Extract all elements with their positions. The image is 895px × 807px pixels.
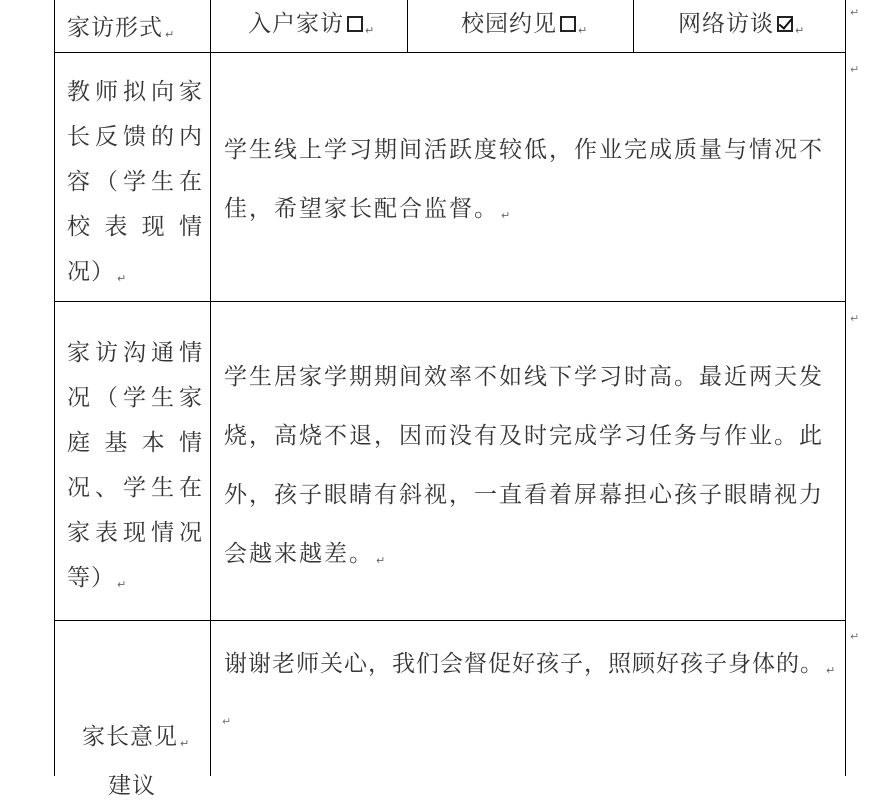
label-line [82, 716, 189, 765]
communication-content [224, 348, 836, 584]
label-line: 建议 [108, 773, 156, 799]
row-divider-3 [54, 620, 846, 621]
label-line-text: 况） [67, 259, 115, 285]
content-line: 学生线上学习期间活跃度较低，作业完成质量与情况不 [224, 137, 824, 163]
table-divider-option-3 [633, 0, 634, 52]
teacher-feedback-content [224, 121, 836, 239]
label-line: 家表现情况 [67, 520, 203, 546]
paragraph-mark: ↵ [795, 24, 805, 37]
parent-opinion-content [224, 635, 849, 694]
parent-opinion-label [82, 716, 189, 807]
campus-meeting-checkbox[interactable] [560, 16, 576, 32]
label-line: 庭基本情 [67, 430, 203, 456]
label-line-text: 等） [67, 565, 115, 591]
option-home-visit-label: 入户家访 [248, 11, 344, 37]
paragraph-mark: ↵ [826, 664, 836, 677]
paragraph-mark: ↵ [578, 24, 588, 37]
communication-label [67, 331, 203, 601]
table-divider-label [210, 0, 211, 776]
option-online-interview[interactable] [678, 9, 804, 46]
content-line-text: 谢谢老师关心，我们会督促好孩子，照顾好孩子身体的。 [224, 651, 824, 677]
visit-form-label [67, 13, 174, 50]
label-line-last [67, 250, 203, 295]
row-end-mark: ↵ [850, 6, 860, 19]
row-end-mark: ↵ [850, 63, 860, 76]
teacher-feedback-label [67, 70, 203, 295]
label-line-last [67, 556, 203, 601]
row-end-mark: ↵ [850, 630, 860, 643]
table-border-left [54, 0, 55, 776]
label-line-text: 家长意见 [82, 724, 178, 750]
option-home-visit[interactable] [248, 9, 374, 46]
home-visit-checkbox[interactable] [347, 16, 363, 32]
paragraph-mark: ↵ [117, 272, 127, 285]
row-end-mark: ↵ [850, 312, 860, 325]
empty-paragraph-mark: ↵ [222, 715, 232, 728]
table-divider-option-2 [407, 0, 408, 52]
content-line: 烧，高烧不退，因而没有及时完成学习任务与作业。此 [224, 423, 824, 449]
paragraph-mark: ↵ [117, 578, 127, 591]
label-line: 校表现情 [67, 214, 203, 240]
paragraph-mark: ↵ [365, 24, 375, 37]
content-line-text: 佳，希望家长配合监督。 [224, 196, 499, 222]
content-line: 外，孩子眼睛有斜视，一直看着屏幕担心孩子眼睛视力 [224, 482, 824, 508]
option-online-interview-label: 网络访谈 [678, 11, 774, 37]
option-campus-meeting-label: 校园约见 [461, 11, 557, 37]
paragraph-mark: ↵ [376, 554, 386, 567]
label-line: 容（学生在 [67, 169, 203, 195]
row-divider-2 [54, 301, 846, 302]
content-line-last [224, 525, 836, 584]
content-line: 学生居家学期期间效率不如线下学习时高。最近两天发 [224, 364, 824, 390]
paragraph-mark: ↵ [501, 209, 511, 222]
label-line: 长反馈的内 [67, 124, 203, 150]
content-line [224, 635, 849, 694]
paragraph-mark: ↵ [180, 737, 190, 750]
row-divider-1 [54, 52, 846, 53]
visit-form-label-text: 家访形式 [67, 15, 163, 41]
option-campus-meeting[interactable] [461, 9, 587, 46]
label-line: 家访沟通情 [67, 340, 203, 366]
paragraph-mark: ↵ [165, 28, 175, 41]
label-line: 况（学生家 [67, 385, 203, 411]
content-line-text: 会越来越差。 [224, 541, 374, 567]
content-line-last [224, 180, 836, 239]
label-line: 况、学生在 [67, 475, 203, 501]
label-line: 教师拟向家 [67, 79, 203, 105]
online-interview-checkbox[interactable] [777, 16, 793, 32]
